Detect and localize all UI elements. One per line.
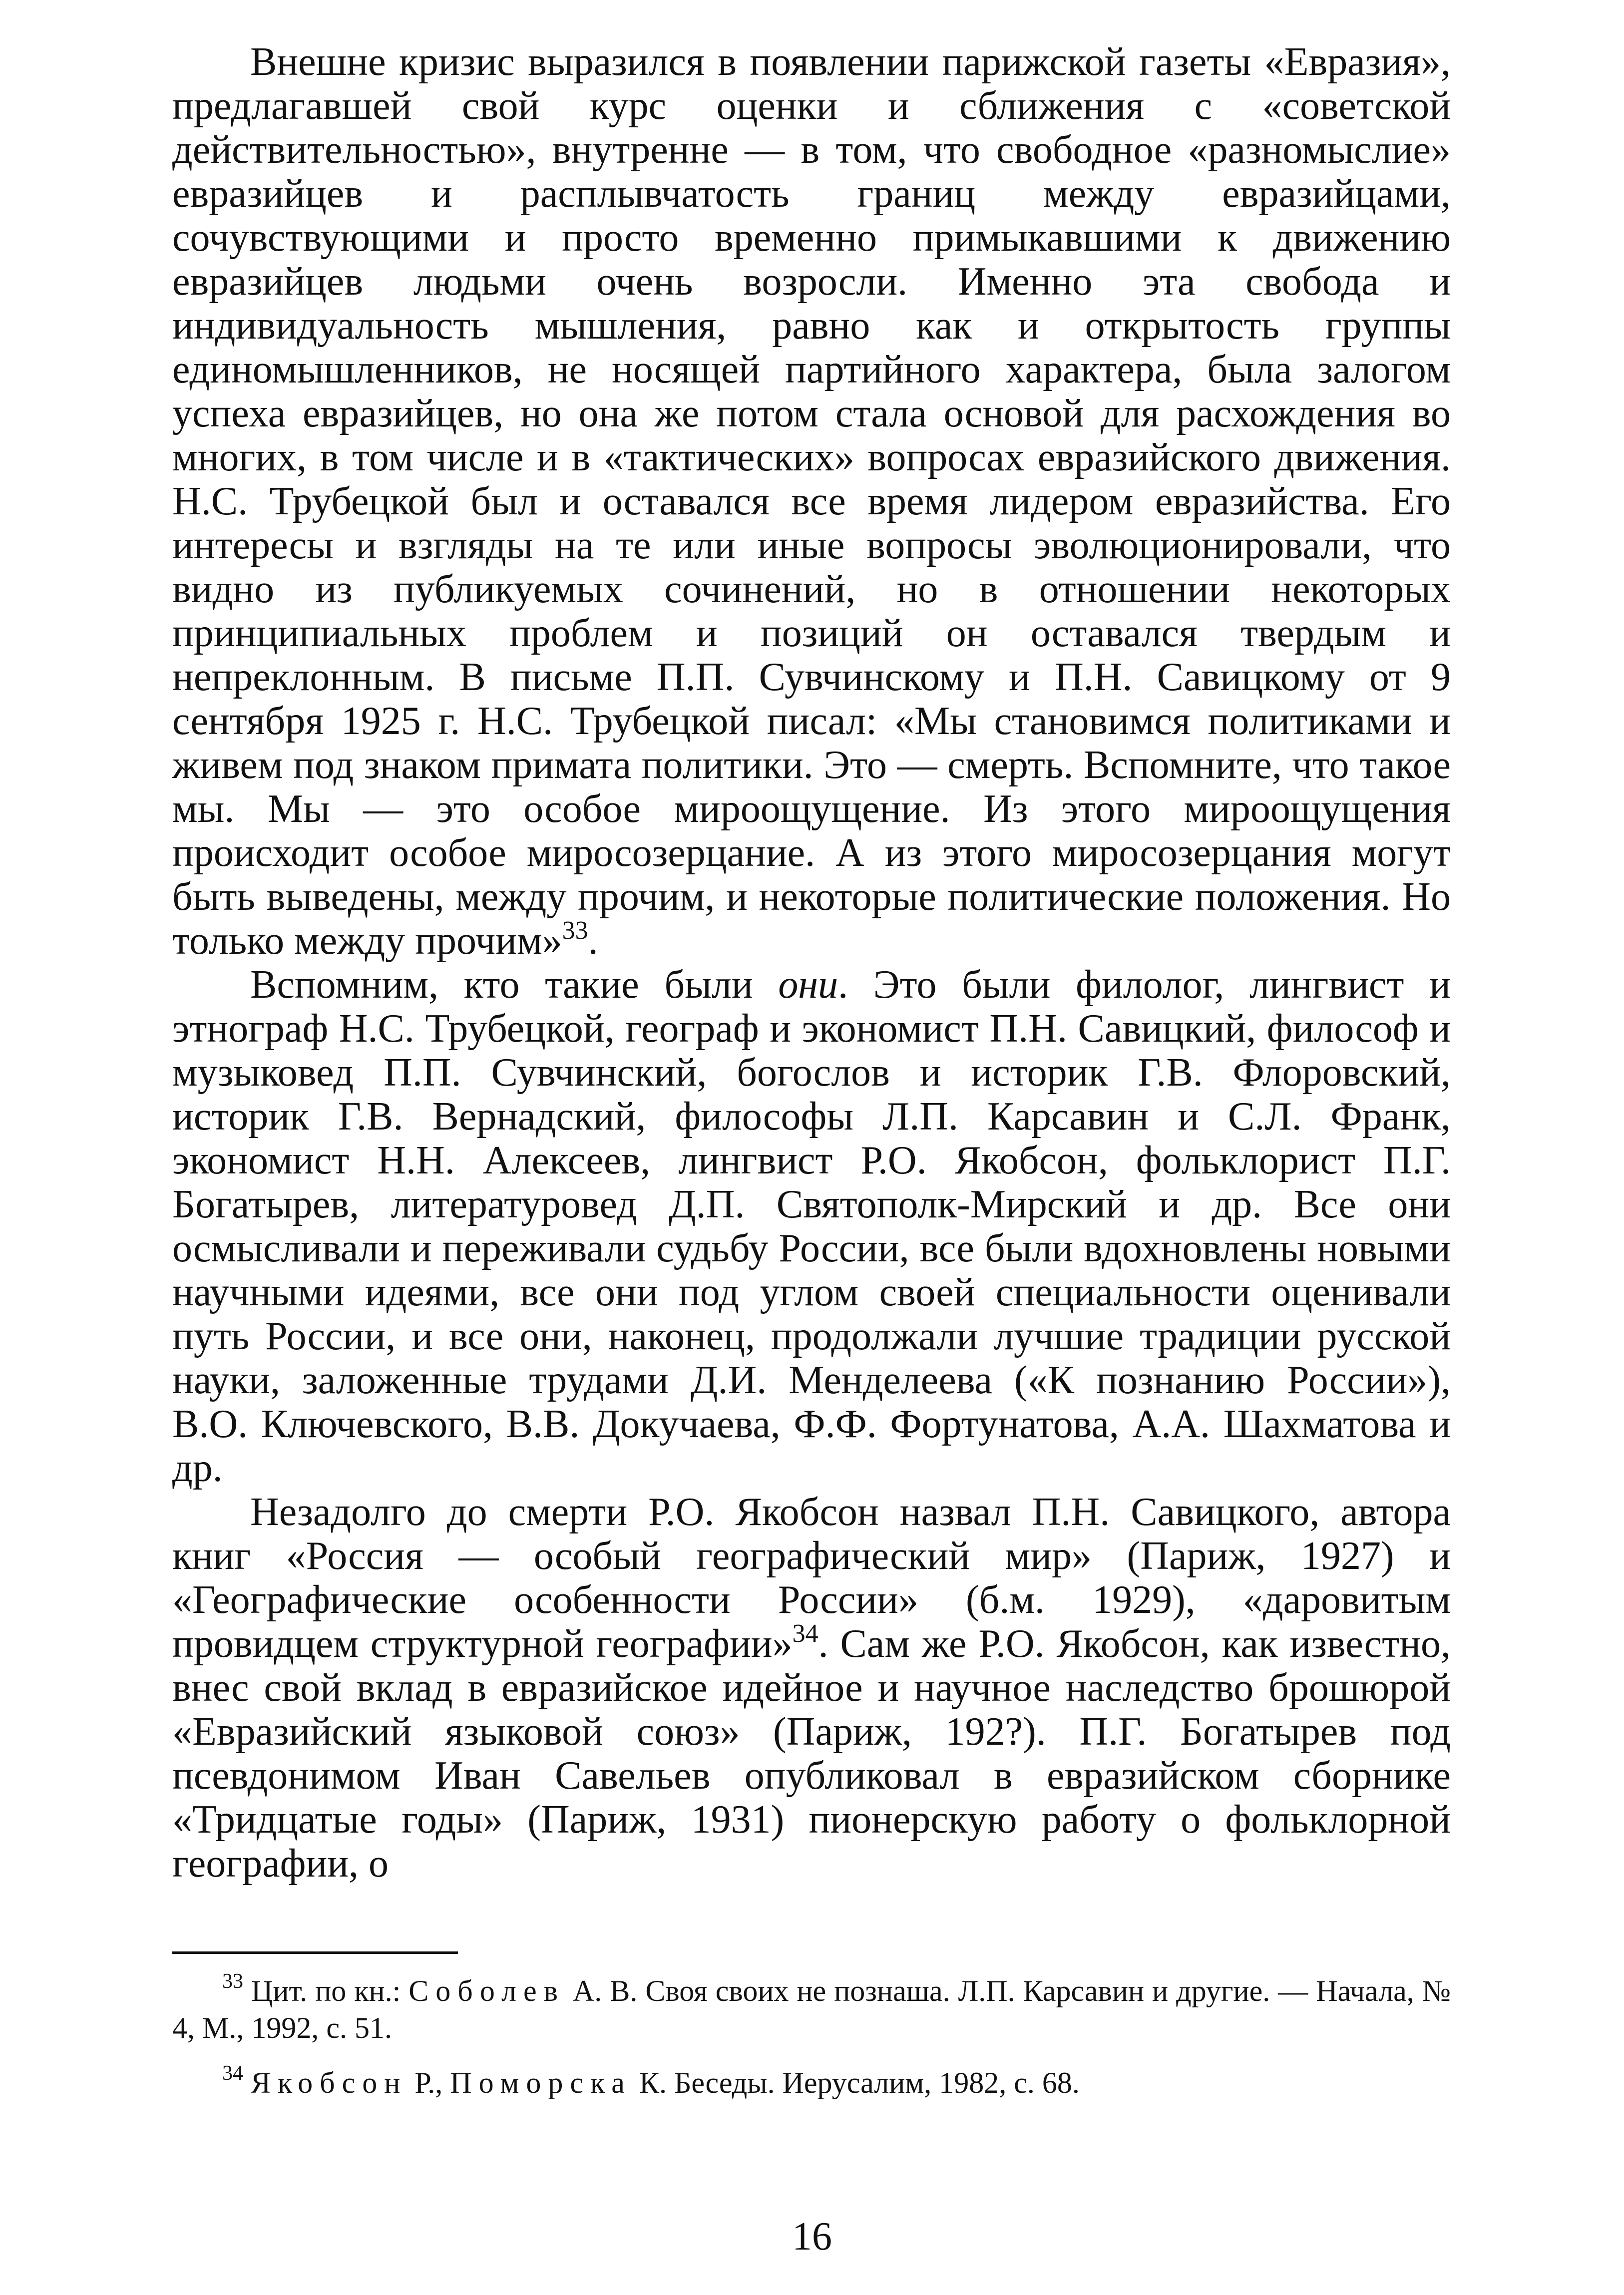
footnote-separator xyxy=(172,1951,458,1954)
paragraph-1 xyxy=(172,40,1451,963)
paragraph-3 xyxy=(172,1490,1451,1886)
footnote-text: А. В. Своя своих не познаша. Л.П. Карсавин и другие. — Начала, № 4, М., 1992, с. 51. xyxy=(172,1974,1451,2044)
footnote-text: К. Беседы. Иерусалим, 1982, с. 68. xyxy=(631,2066,1080,2099)
footnote-author: Поморска xyxy=(450,2066,632,2099)
footnote-34 xyxy=(172,2064,1451,2101)
footnotes xyxy=(172,1972,1451,2119)
footnote-author: Якобсон xyxy=(251,2066,407,2099)
paragraph-2-emphasis: они xyxy=(778,963,838,1007)
footnote-33 xyxy=(172,1972,1451,2046)
paragraph-2-text-a: Вспомним, кто такие были xyxy=(250,963,779,1007)
footnote-ref-34: 34 xyxy=(792,1619,818,1648)
footnote-text: Р., xyxy=(407,2066,450,2099)
footnote-author: Соболев xyxy=(408,1974,565,2007)
paragraph-1-end: . xyxy=(588,919,598,963)
main-text xyxy=(172,40,1451,1886)
footnote-ref-33: 33 xyxy=(562,916,588,945)
paragraph-2-text-b: . Это были филолог, лингвист и этнограф Н.С. Трубецкой, географ и экономист П.Н. Савицкий, философ и музыковед П.П. Сувчинский, богослов и историк Г.В. Флоровский, историк Г.В. Вернадский, философы Л.П. Карсавин и С.Л. Франк, экономист Н.Н. Алексеев, лингвист Р.О. Якобсон, фольклорист П.Г. Богатырев, литературовед Д.П. Святополк-Мирский и др. Все они осмысливали и переживали судьбу России, все были вдохновлены новыми научными идеями, все они под углом своей специальности оценивали путь России, и все они, наконец, продолжали лучшие традиции русской науки, заложенные трудами Д.И. Менделеева («К познанию России»), В.О. Ключевского, В.В. Докучаева, Ф.Ф. Фортунатова, А.А. Шахматова и др. xyxy=(172,963,1451,1490)
footnote-number: 34 xyxy=(222,2062,243,2085)
footnote-number: 33 xyxy=(222,1970,243,1993)
page-number: 16 xyxy=(792,2215,832,2259)
paragraph-2 xyxy=(172,963,1451,1490)
paragraph-3-text-a: Незадолго до смерти Р.О. Якобсон назвал П.Н. Савицкого, автора книг «Россия — особый географический мир» (Париж, 1927) и «Географические особенности России» (б.м. 1929), «даровитым провидцем структурной географии» xyxy=(172,1490,1451,1666)
footnote-text: Цит. по кн.: xyxy=(251,1974,409,2007)
paragraph-1-text: Внешне кризис выразился в появлении парижской газеты «Евразия», предлагавшей свой курс оценки и сближения с «советской действительностью», внутренне — в том, что свободное «разномыслие» евразийцев и расплывчатость границ между евразийцами, сочувствующими и просто временно примыкавшими к движению евразийцев людьми очень возросли. Именно эта свобода и индивидуальность мышления, равно как и открытость группы единомышленников, не носящей партийного характера, была залогом успеха евразийцев, но она же потом стала основой для расхождения во многих, в том числе и в «тактических» вопросах евразийского движения. Н.С. Трубецкой был и оставался все время лидером евразийства. Его интересы и взгляды на те или иные вопросы эволюционировали, что видно из публикуемых сочинений, но в отношении некоторых принципиальных проблем и позиций он оставался твердым и непреклонным. В письме П.П. Сувчинскому и П.Н. Савицкому от 9 сентября 1925 г. Н.С. Трубецкой писал: «Мы становимся политиками и живем под знаком примата политики. Это — смерть. Вспомните, что такое мы. Мы — это особое мироощущение. Из этого мироощущения происходит особое миросозерцание. А из этого миросозерцания могут быть выведены, между прочим, и некоторые политические положения. Но только между прочим» xyxy=(172,40,1451,963)
paragraph-3-text-b: . Сам же Р.О. Якобсон, как известно, внес свой вклад в евразийское идейное и научное наследство брошюрой «Евразийский языковой союз» (Париж, 192?). П.Г. Богатырев под псевдонимом Иван Савельев опубликовал в евразийском сборнике «Тридцатые годы» (Париж, 1931) пионерскую работу о фольклорной географии, о xyxy=(172,1622,1451,1886)
